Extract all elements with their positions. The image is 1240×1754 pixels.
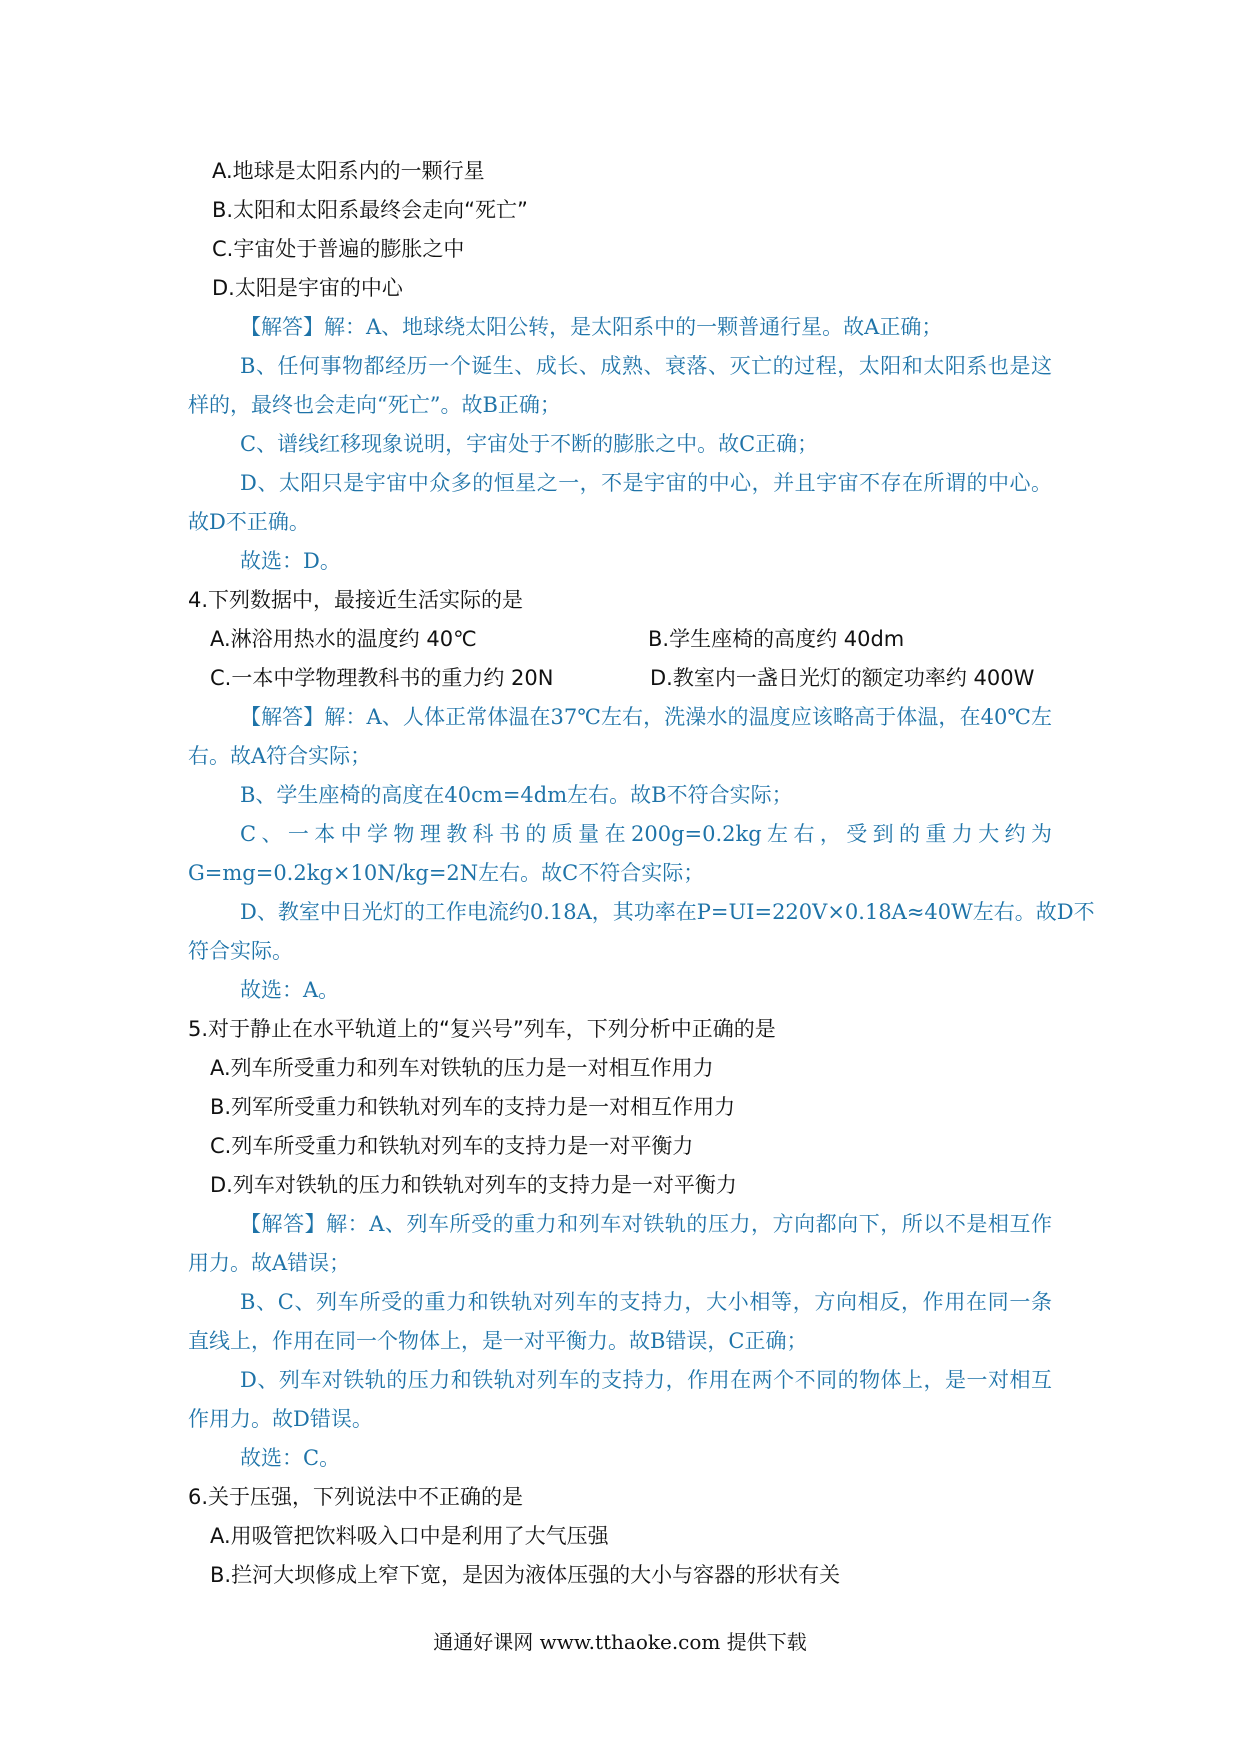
q5-option-d: D.列车对铁轨的压力和铁轨对列车的支持力是一对平衡力 bbox=[210, 1173, 737, 1197]
q4-option-c: C.一本中学物理教科书的重力约 20N bbox=[210, 666, 554, 690]
q5-answer-line: B、C、列车所受的重力和铁轨对列车的支持力，大小相等，方向相反，作用在同一条 bbox=[240, 1290, 1052, 1314]
q3-answer-line: 样的，最终也会走向“死亡”。故B正确； bbox=[188, 393, 561, 417]
q3-answer-line: C、谱线红移现象说明，宇宙处于不断的膨胀之中。故C正确； bbox=[240, 432, 819, 456]
page-footer: 通通好课网 www.tthaoke.com 提供下载 bbox=[433, 1630, 807, 1654]
q4-answer-line: 符合实际。 bbox=[188, 939, 293, 963]
q4-answer-line: G=mg=0.2kg×10N/kg=2N左右。故C不符合实际； bbox=[188, 861, 705, 885]
q6-option-a: A.用吸管把饮料吸入口中是利用了大气压强 bbox=[210, 1524, 609, 1548]
q5-option-c: C.列车所受重力和铁轨对列车的支持力是一对平衡力 bbox=[210, 1134, 694, 1158]
q4-answer-choice: 故选：A。 bbox=[240, 978, 340, 1002]
q5-answer-line: D、列车对铁轨的压力和铁轨对列车的支持力，作用在两个不同的物体上，是一对相互 bbox=[240, 1368, 1052, 1392]
q5-answer-line: 作用力。故D错误。 bbox=[188, 1407, 373, 1431]
q5-answer-choice: 故选：C。 bbox=[240, 1446, 341, 1470]
q3-answer-line: B、任何事物都经历一个诞生、成长、成熟、衰落、灭亡的过程，太阳和太阳系也是这 bbox=[240, 354, 1052, 378]
q5-answer-line: 【解答】解：A、列车所受的重力和列车对铁轨的压力，方向都向下，所以不是相互作 bbox=[240, 1212, 1052, 1236]
q3-answer-choice: 故选：D。 bbox=[240, 549, 341, 573]
q5-option-b: B.列军所受重力和铁轨对列车的支持力是一对相互作用力 bbox=[210, 1095, 736, 1119]
q4-answer-line: C、一本中学物理教科书的质量在200g=0.2kg左右，受到的重力大约为 bbox=[240, 822, 1052, 846]
q3-answer-line: 故D不正确。 bbox=[188, 510, 310, 534]
q4-option-a: A.淋浴用热水的温度约 40℃ bbox=[210, 627, 477, 651]
q3-option-d: D.太阳是宇宙的中心 bbox=[212, 276, 403, 300]
q3-option-b: B.太阳和太阳系最终会走向“死亡” bbox=[212, 198, 528, 222]
question-5-stem: 5.对于静止在水平轨道上的“复兴号”列车，下列分析中正确的是 bbox=[188, 1017, 776, 1041]
q4-answer-line: 【解答】解：A、人体正常体温在37℃左右，洗澡水的温度应该略高于体温，在40℃左 bbox=[240, 705, 1052, 729]
question-6-stem: 6.关于压强，下列说法中不正确的是 bbox=[188, 1485, 524, 1509]
q5-answer-line: 用力。故A错误； bbox=[188, 1251, 351, 1275]
q3-option-a: A.地球是太阳系内的一颗行星 bbox=[212, 159, 485, 183]
q6-option-b: B.拦河大坝修成上窄下宽，是因为液体压强的大小与容器的形状有关 bbox=[210, 1563, 841, 1587]
q3-answer-line: 【解答】解：A、地球绕太阳公转，是太阳系中的一颗普通行星。故A正确； bbox=[240, 315, 943, 339]
q4-option-b: B.学生座椅的高度约 40dm bbox=[648, 627, 905, 651]
q5-option-a: A.列车所受重力和列车对铁轨的压力是一对相互作用力 bbox=[210, 1056, 714, 1080]
q3-option-c: C.宇宙处于普遍的膨胀之中 bbox=[212, 237, 465, 261]
q4-answer-line: 右。故A符合实际； bbox=[188, 744, 372, 768]
question-4-stem: 4.下列数据中，最接近生活实际的是 bbox=[188, 588, 524, 612]
q5-answer-line: 直线上，作用在同一个物体上，是一对平衡力。故B错误，C正确； bbox=[188, 1329, 808, 1353]
q3-answer-line: D、太阳只是宇宙中众多的恒星之一，不是宇宙的中心，并且宇宙不存在所谓的中心。 bbox=[240, 471, 1052, 495]
q4-answer-line: D、教室中日光灯的工作电流约0.18A，其功率在P=UI=220V×0.18A≈40W左右。故D不 bbox=[240, 900, 1095, 924]
q4-option-d: D.教室内一盏日光灯的额定功率约 400W bbox=[650, 666, 1035, 690]
q4-answer-line: B、学生座椅的高度在40cm=4dm左右。故B不符合实际； bbox=[240, 783, 793, 807]
